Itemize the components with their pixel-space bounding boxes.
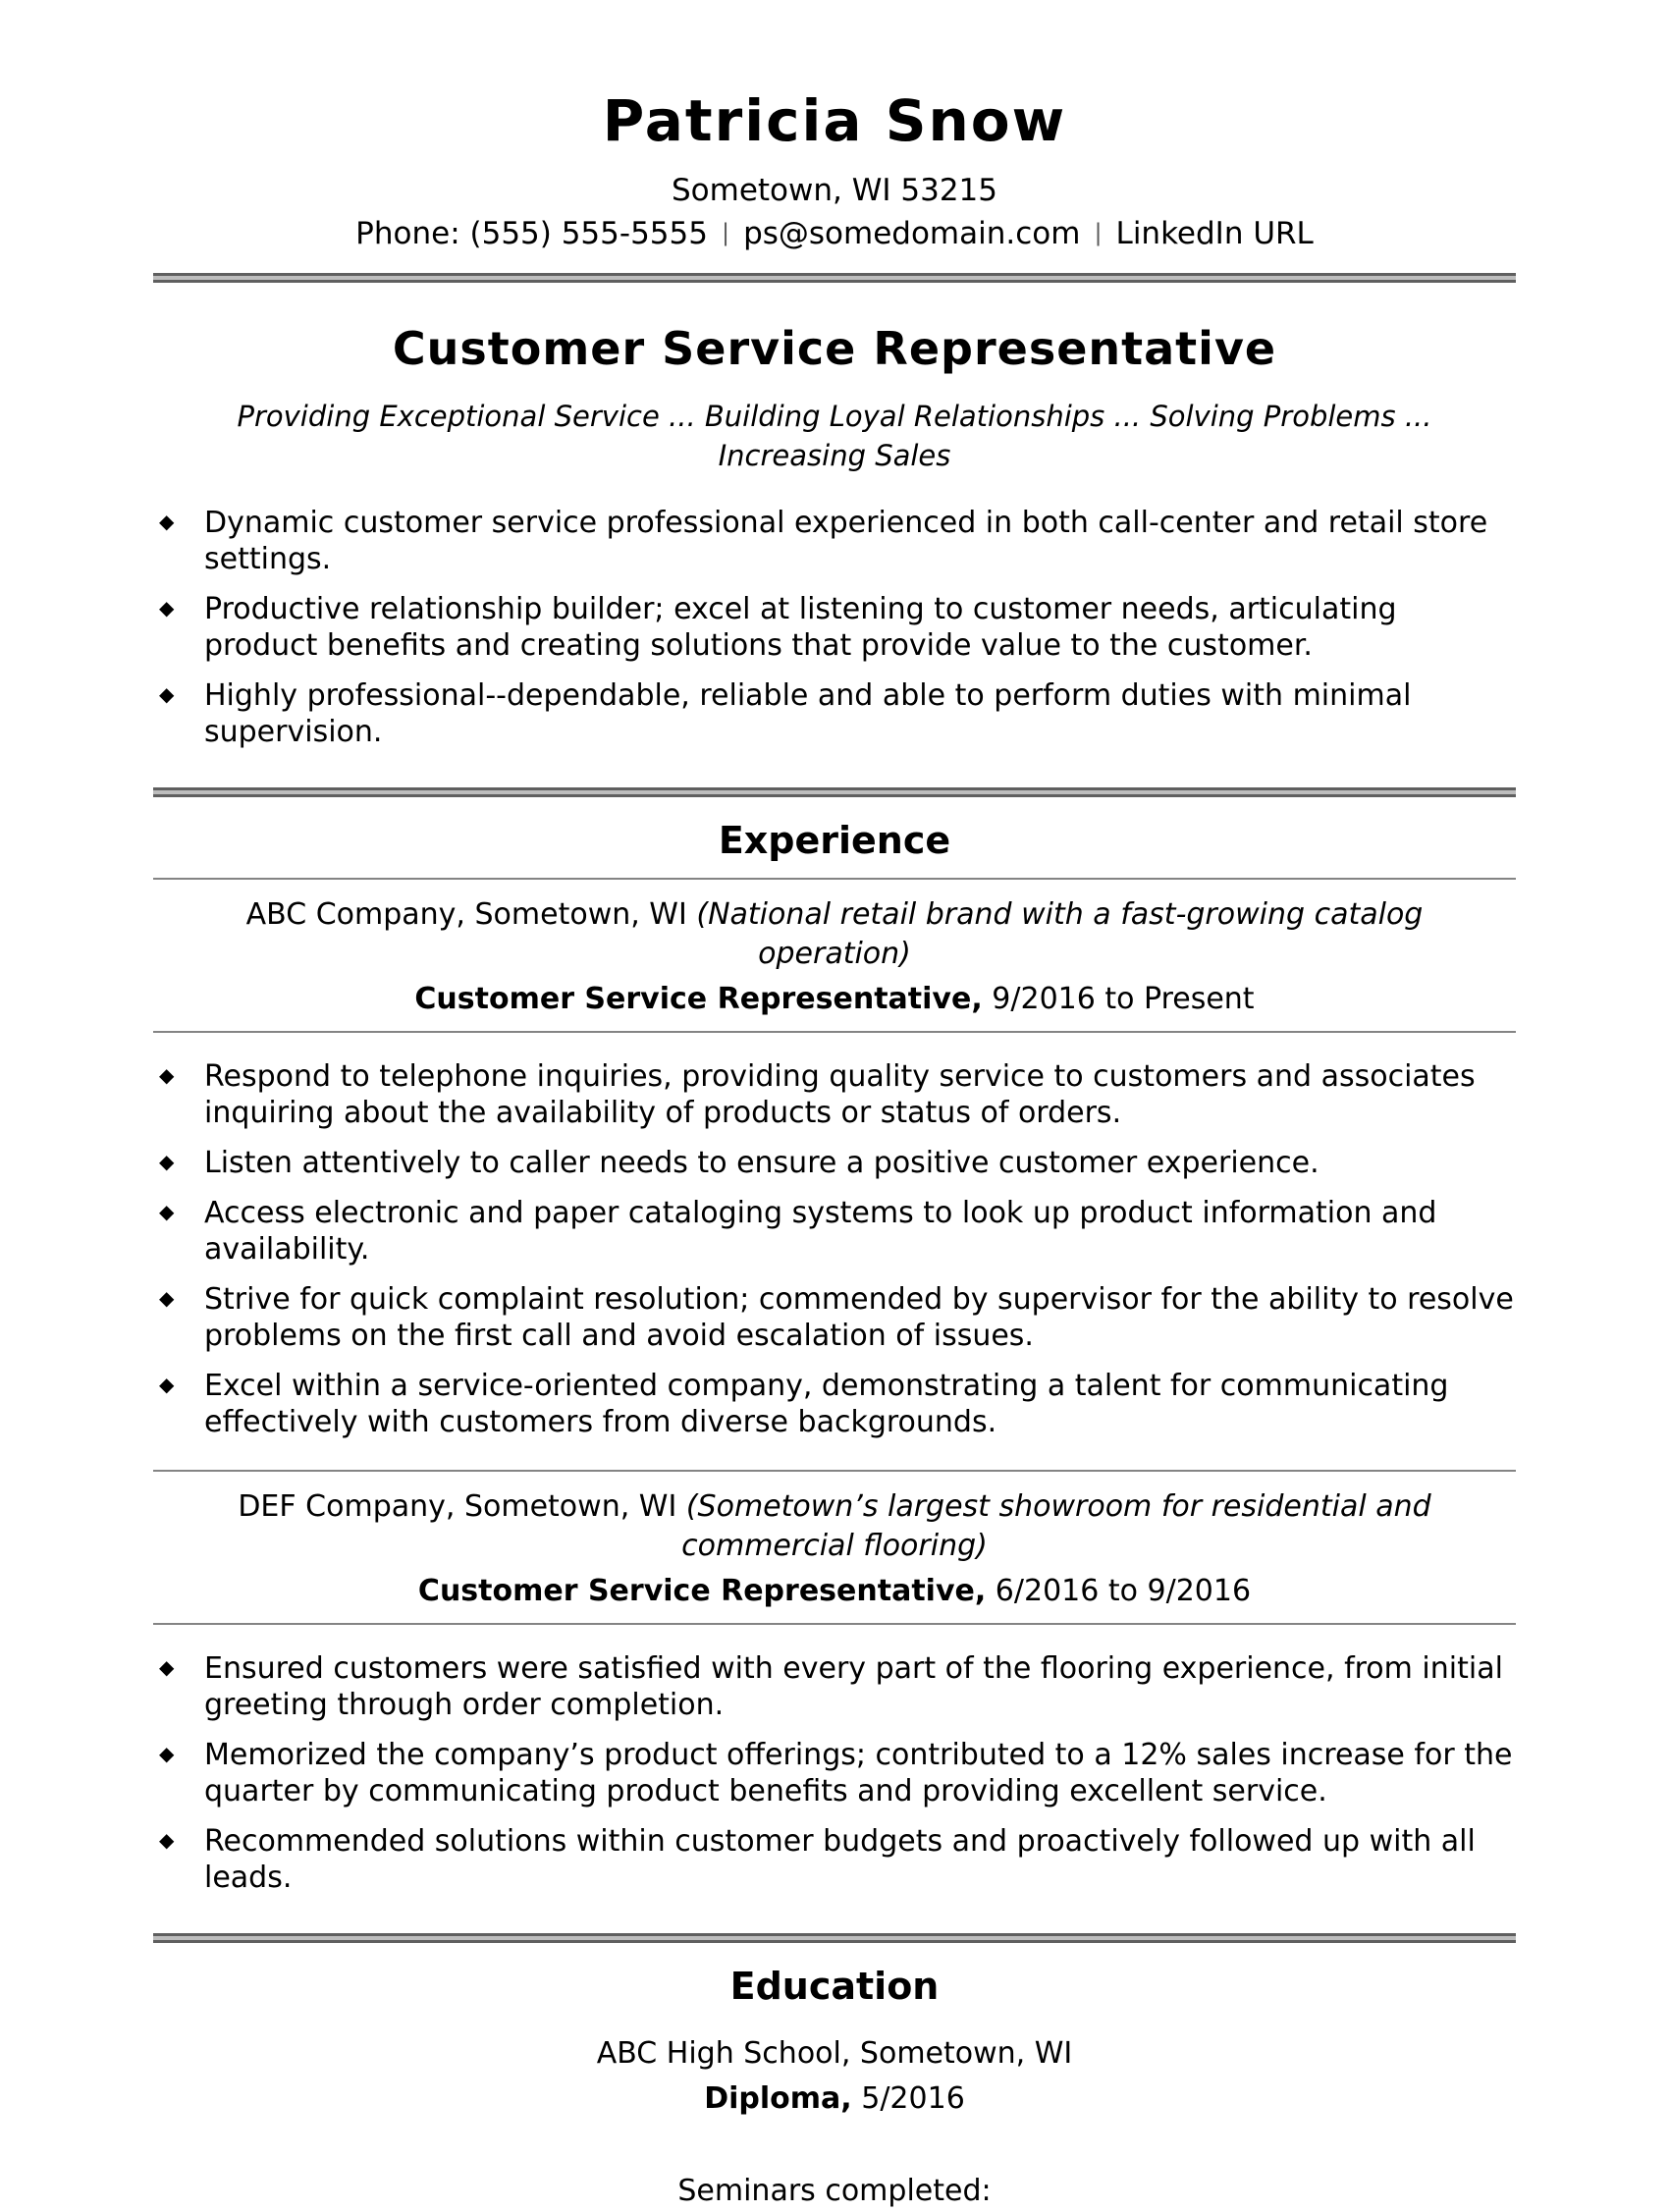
bullet-text: Highly professional--dependable, reliable and able to perform duties with minimal supervision.	[204, 677, 1412, 749]
section-heading-experience: Experience	[718, 818, 951, 862]
diploma-line	[153, 2078, 1516, 2120]
bullet-item	[153, 1281, 1516, 1354]
job-bullet-list	[153, 1650, 1516, 1896]
bullet-text: Memorized the company’s product offerings; contributed to a 12% sales increase for the quarter by communicating product benefits and providing excellent service.	[204, 1737, 1513, 1808]
resume-page	[153, 0, 1516, 2212]
divider-thick	[153, 1933, 1516, 1943]
company-note: (Sometown’s largest showroom for residential and commercial flooring)	[681, 1488, 1431, 1563]
diamond-bullet-icon: ◆	[159, 1285, 175, 1310]
job-dates: 6/2016 to 9/2016	[995, 1573, 1252, 1608]
phone-text: Phone: (555) 555-5555	[355, 215, 708, 251]
company-line	[192, 1487, 1477, 1566]
tagline-line-2: Increasing Sales	[718, 438, 951, 472]
company-name: DEF Company, Sometown, WI	[238, 1488, 677, 1524]
diamond-bullet-icon: ◆	[159, 1149, 175, 1173]
divider-thin	[153, 1031, 1516, 1033]
tagline-line-1: Providing Exceptional Service ... Building Loyal Relationships ... Solving Problems ...	[237, 399, 1432, 433]
diamond-bullet-icon: ◆	[159, 595, 175, 620]
pipe-separator: |	[721, 218, 730, 246]
bullet-text: Excel within a service-oriented company, demonstrating a talent for communicating effectively with customers from diverse backgrounds.	[204, 1368, 1449, 1439]
diamond-bullet-icon: ◆	[159, 681, 175, 706]
email-text: ps@somedomain.com	[743, 215, 1081, 251]
diploma-date: 5/2016	[861, 2080, 965, 2116]
job-title-line	[153, 1572, 1516, 1611]
pipe-separator: |	[1094, 218, 1103, 246]
bullet-item	[153, 1823, 1516, 1896]
bullet-item	[153, 1368, 1516, 1440]
bullet-item	[153, 1195, 1516, 1268]
section-heading-education: Education	[729, 1964, 940, 2008]
bullet-item	[153, 505, 1516, 577]
diamond-bullet-icon: ◆	[159, 509, 175, 533]
diamond-bullet-icon: ◆	[159, 1827, 175, 1852]
bullet-item	[153, 1145, 1516, 1181]
candidate-name: Patricia Snow	[602, 87, 1067, 154]
diamond-bullet-icon: ◆	[159, 1372, 175, 1396]
diamond-bullet-icon: ◆	[159, 1654, 175, 1679]
divider-thin	[153, 1623, 1516, 1625]
school-line: ABC High School, Sometown, WI	[596, 2035, 1073, 2071]
job-title: Customer Service Representative,	[414, 981, 983, 1016]
bullet-item	[153, 1737, 1516, 1809]
diploma-label: Diploma,	[704, 2080, 852, 2116]
company-line	[192, 895, 1477, 974]
divider-thin	[153, 878, 1516, 880]
bullet-text: Ensured customers were satisfied with every part of the flooring experience, from initial greeting through order completion.	[204, 1650, 1503, 1722]
job-title: Customer Service Representative,	[417, 1573, 987, 1608]
bullet-text: Respond to telephone inquiries, providing quality service to customers and associates inquiring about the availability of products or status of orders.	[204, 1058, 1476, 1130]
candidate-location: Sometown, WI 53215	[671, 172, 997, 208]
diamond-bullet-icon: ◆	[159, 1062, 175, 1087]
resume-title: Customer Service Representative	[392, 321, 1277, 375]
summary-list	[153, 505, 1516, 750]
contact-info-line	[153, 212, 1516, 257]
divider-thin	[153, 1470, 1516, 1472]
job-bullet-list	[153, 1058, 1516, 1440]
bullet-item	[153, 677, 1516, 750]
diamond-bullet-icon: ◆	[159, 1199, 175, 1223]
divider-thick	[153, 273, 1516, 283]
bullet-text: Dynamic customer service professional experienced in both call-center and retail store settings.	[204, 505, 1488, 576]
bullet-text: Listen attentively to caller needs to ensure a positive customer experience.	[204, 1145, 1319, 1180]
job-dates: 9/2016 to Present	[992, 981, 1255, 1016]
bullet-item	[153, 591, 1516, 664]
bullet-item	[153, 1650, 1516, 1723]
company-note: (National retail brand with a fast-growing catalog operation)	[696, 896, 1424, 971]
divider-thick	[153, 787, 1516, 797]
bullet-text: Recommended solutions within customer budgets and proactively followed up with all leads.	[204, 1823, 1476, 1895]
linkedin-text: LinkedIn URL	[1115, 215, 1314, 251]
bullet-text: Access electronic and paper cataloging systems to look up product information and availability.	[204, 1195, 1437, 1267]
bullet-item	[153, 1058, 1516, 1131]
bullet-text: Strive for quick complaint resolution; commended by supervisor for the ability to resolve problems on the first call and avoid escalation of issues.	[204, 1281, 1514, 1353]
bullet-text: Productive relationship builder; excel at listening to customer needs, articulating product benefits and creating solutions that provide value to the customer.	[204, 591, 1397, 663]
tagline	[153, 397, 1516, 475]
company-name: ABC Company, Sometown, WI	[245, 896, 687, 932]
diamond-bullet-icon: ◆	[159, 1741, 175, 1765]
seminars-line: Seminars completed:	[677, 2173, 992, 2208]
job-title-line	[153, 980, 1516, 1019]
